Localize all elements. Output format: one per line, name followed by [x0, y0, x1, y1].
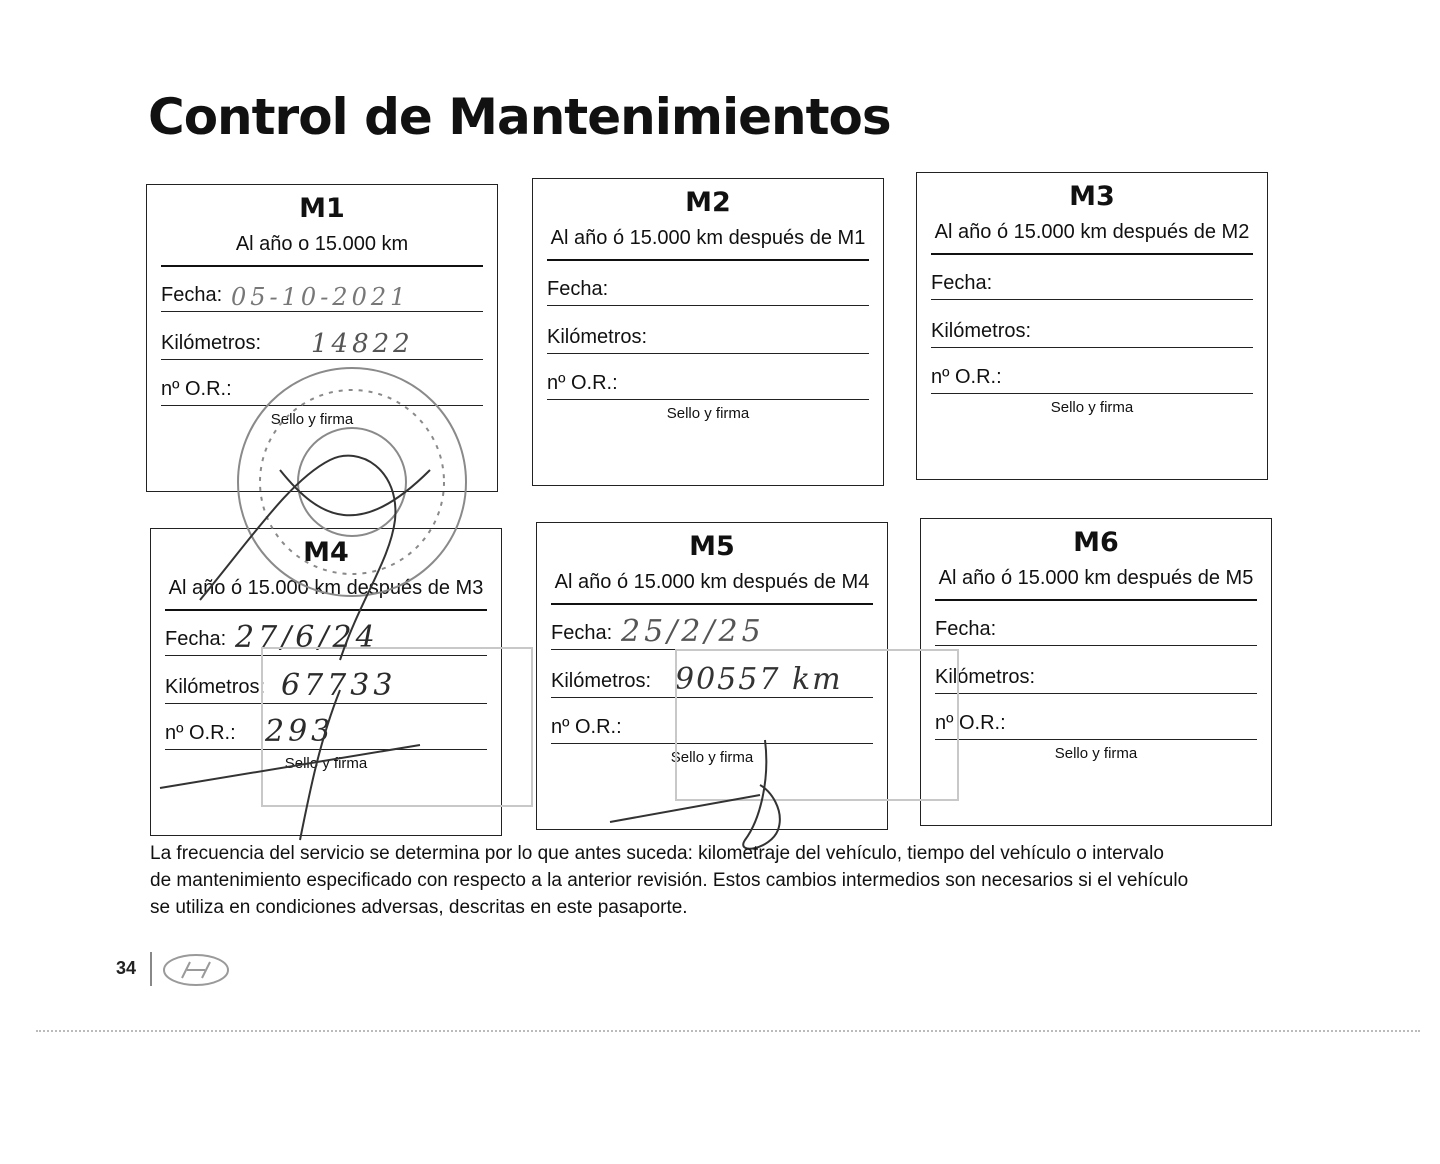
card-interval: Al año o 15.000 km: [235, 233, 409, 255]
kilometros-field[interactable]: [547, 323, 869, 354]
kilometros-value: 90557 km: [675, 662, 843, 697]
card-code: M1: [299, 193, 345, 224]
or-label: nº O.R.:: [935, 712, 1006, 734]
kilometros-value: 67733: [281, 668, 397, 703]
fecha-value: 05-10-2021: [231, 283, 410, 311]
kilometros-label: Kilómetros:: [165, 676, 266, 698]
fecha-field[interactable]: [165, 620, 487, 656]
kilometros-field[interactable]: [931, 317, 1253, 348]
card-code: M6: [1073, 527, 1119, 558]
maintenance-card-m2: [532, 178, 884, 486]
kilometros-label: Kilómetros:: [551, 670, 652, 692]
scan-artifact-line: [36, 1030, 1420, 1032]
or-field[interactable]: [165, 714, 487, 750]
kilometros-field[interactable]: [161, 329, 483, 360]
fecha-label: Fecha:: [935, 618, 997, 640]
fecha-value: 27/6/24: [235, 620, 379, 655]
or-field[interactable]: [935, 709, 1257, 740]
stamp-label: Sello y firma: [270, 411, 354, 428]
or-label: nº O.R.:: [165, 722, 236, 744]
or-label: nº O.R.:: [551, 716, 622, 738]
card-interval: Al año ó 15.000 km después de M1: [550, 227, 866, 249]
fecha-label: Fecha:: [551, 622, 613, 644]
stamp-label: Sello y firma: [670, 749, 754, 766]
fecha-field[interactable]: [931, 269, 1253, 300]
maintenance-card-m6: [920, 518, 1272, 826]
page-number: 34: [116, 958, 137, 978]
card-divider: [161, 265, 483, 267]
card-code: M4: [303, 537, 349, 568]
fecha-field[interactable]: [935, 615, 1257, 646]
card-divider: [547, 259, 869, 261]
fecha-label: Fecha:: [931, 272, 993, 294]
fecha-label: Fecha:: [547, 278, 609, 300]
maintenance-card-m5: [536, 522, 888, 830]
stamp-label: Sello y firma: [1054, 745, 1138, 762]
stamp-label: Sello y firma: [1050, 399, 1134, 416]
card-divider: [931, 253, 1253, 255]
card-code: M5: [689, 531, 735, 562]
fecha-value: 25/2/25: [621, 614, 765, 649]
card-code: M3: [1069, 181, 1115, 212]
or-field[interactable]: [551, 713, 873, 744]
maintenance-card-m4: [150, 528, 502, 836]
kilometros-label: Kilómetros:: [931, 320, 1032, 342]
card-interval: Al año ó 15.000 km después de M5: [938, 567, 1254, 589]
card-divider: [935, 599, 1257, 601]
kilometros-value: 14822: [311, 329, 414, 359]
kilometros-field[interactable]: [935, 663, 1257, 694]
card-divider: [551, 603, 873, 605]
or-field[interactable]: [931, 363, 1253, 394]
maintenance-card-m1: [146, 184, 498, 492]
card-divider: [165, 609, 487, 611]
fecha-field[interactable]: [161, 281, 483, 312]
or-label: nº O.R.:: [931, 366, 1002, 388]
fecha-field[interactable]: [547, 275, 869, 306]
card-interval: Al año ó 15.000 km después de M3: [168, 577, 484, 599]
or-label: nº O.R.:: [161, 378, 232, 400]
fecha-field[interactable]: [551, 614, 873, 650]
or-value: 293: [265, 714, 335, 749]
or-field[interactable]: [547, 369, 869, 400]
maintenance-card-m3: [916, 172, 1268, 480]
or-field[interactable]: [161, 375, 483, 406]
card-interval: Al año ó 15.000 km después de M2: [934, 221, 1250, 243]
or-label: nº O.R.:: [547, 372, 618, 394]
kilometros-field[interactable]: [165, 668, 487, 704]
fecha-label: Fecha:: [161, 284, 223, 306]
kilometros-label: Kilómetros:: [161, 332, 262, 354]
kilometros-label: Kilómetros:: [547, 326, 648, 348]
stamp-label: Sello y firma: [666, 405, 750, 422]
card-code: M2: [685, 187, 731, 218]
footer-divider: [150, 952, 152, 986]
service-frequency-note: La frecuencia del servicio se determina por lo que antes suceda: kilometraje del vehículo, tiempo del vehículo o intervalo de mantenimiento especificado con respecto a la anterior revisión. Estos cambios intermedios son necesarios si el vehículo se utiliza en condiciones adversas, descritas en este pasaporte.: [150, 843, 1189, 918]
fecha-label: Fecha:: [165, 628, 227, 650]
page-title: Control de Mantenimientos: [148, 88, 891, 146]
kilometros-label: Kilómetros:: [935, 666, 1036, 688]
kilometros-field[interactable]: [551, 662, 873, 698]
card-interval: Al año ó 15.000 km después de M4: [554, 571, 870, 593]
stamp-label: Sello y firma: [284, 755, 368, 772]
hyundai-logo-icon: [160, 952, 232, 988]
